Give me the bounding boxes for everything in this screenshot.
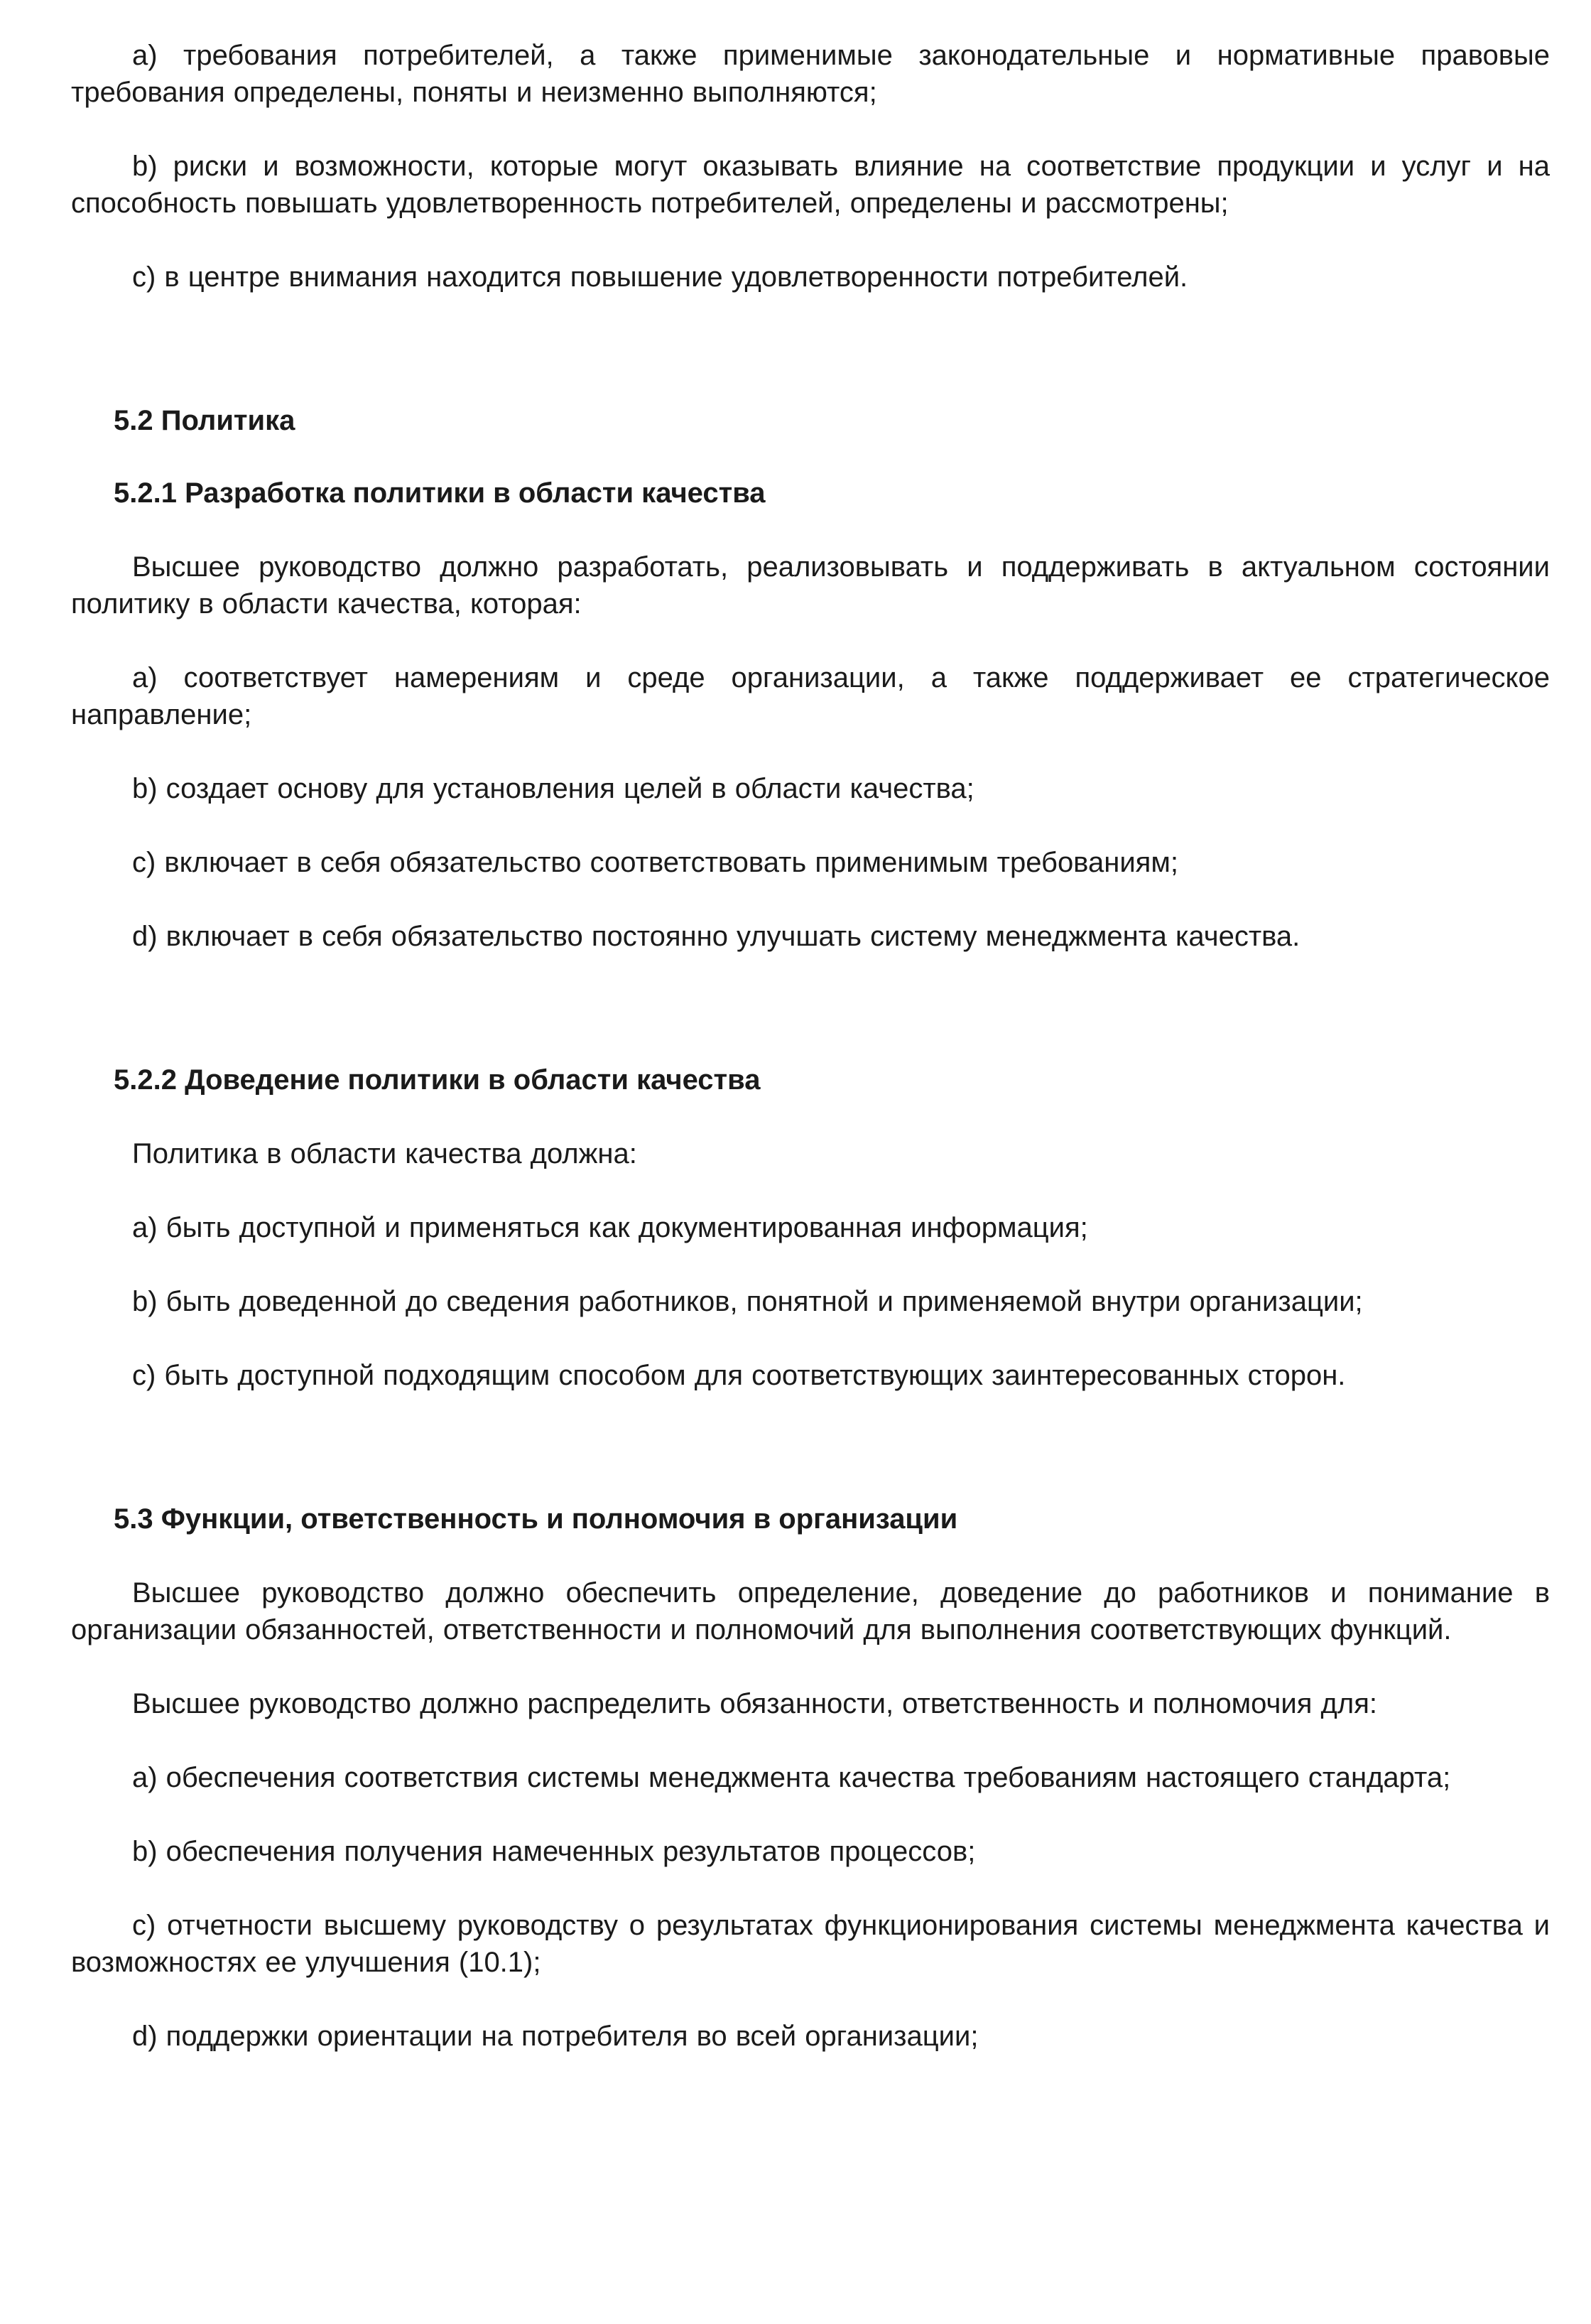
- list-item-a: a) обеспечения соответствия системы менеджмента качества требованиям настоящего стандарта;: [132, 1762, 1451, 1793]
- list-item-b: b) риски и возможности, которые могут оказывать влияние на соответствие продукции и услуг и на способность повышать удовлетворенность потребителей, определены и рассмотрены;: [71, 151, 1550, 219]
- list-item-a: a) быть доступной и применяться как документированная информация;: [132, 1212, 1088, 1243]
- list-item-a: a) требования потребителей, а также применимые законодательные и нормативные правовые требования определены, поняты и неизменно выполняются;: [71, 40, 1550, 108]
- section-heading-5-3: 5.3 Функции, ответственность и полномочия в организации: [114, 1503, 958, 1535]
- paragraph-1: Высшее руководство должно обеспечить определение, доведение до работников и понимание в организации обязанностей, ответственности и полномочий для выполнения соответствующих функций.: [71, 1577, 1550, 1645]
- list-item-a: a) соответствует намерениям и среде организации, а также поддерживает ее стратегическое направление;: [71, 662, 1550, 730]
- list-item-b: b) быть доведенной до сведения работников, понятной и применяемой внутри организации;: [132, 1286, 1363, 1317]
- paragraph-intro: Высшее руководство должно разработать, реализовывать и поддерживать в актуальном состоянии политику в области качества, которая:: [71, 551, 1550, 620]
- list-item-d: d) поддержки ориентации на потребителя во всей организации;: [132, 2021, 979, 2052]
- list-item-c: c) быть доступной подходящим способом для соответствующих заинтересованных сторон.: [132, 1360, 1346, 1391]
- paragraph-2: Высшее руководство должно распределить обязанности, ответственность и полномочия для:: [132, 1688, 1377, 1719]
- document-page: [71, 37, 1550, 2092]
- list-item-c: c) отчетности высшему руководству о результатах функционирования системы менеджмента качества и возможностях ее улучшения (10.1);: [71, 1910, 1550, 1978]
- list-item-c: c) включает в себя обязательство соответствовать применимым требованиям;: [132, 847, 1178, 878]
- list-item-c: c) в центре внимания находится повышение удовлетворенности потребителей.: [132, 261, 1188, 293]
- section-heading-5-2-1: 5.2.1 Разработка политики в области качества: [114, 477, 766, 509]
- list-item-d: d) включает в себя обязательство постоянно улучшать систему менеджмента качества.: [132, 921, 1301, 952]
- section-heading-5-2-2: 5.2.2 Доведение политики в области качества: [114, 1064, 761, 1096]
- list-item-b: b) создает основу для установления целей в области качества;: [132, 773, 974, 804]
- section-heading-5-2: 5.2 Политика: [114, 405, 295, 436]
- paragraph-intro: Политика в области качества должна:: [132, 1138, 637, 1169]
- list-item-b: b) обеспечения получения намеченных результатов процессов;: [132, 1836, 976, 1867]
